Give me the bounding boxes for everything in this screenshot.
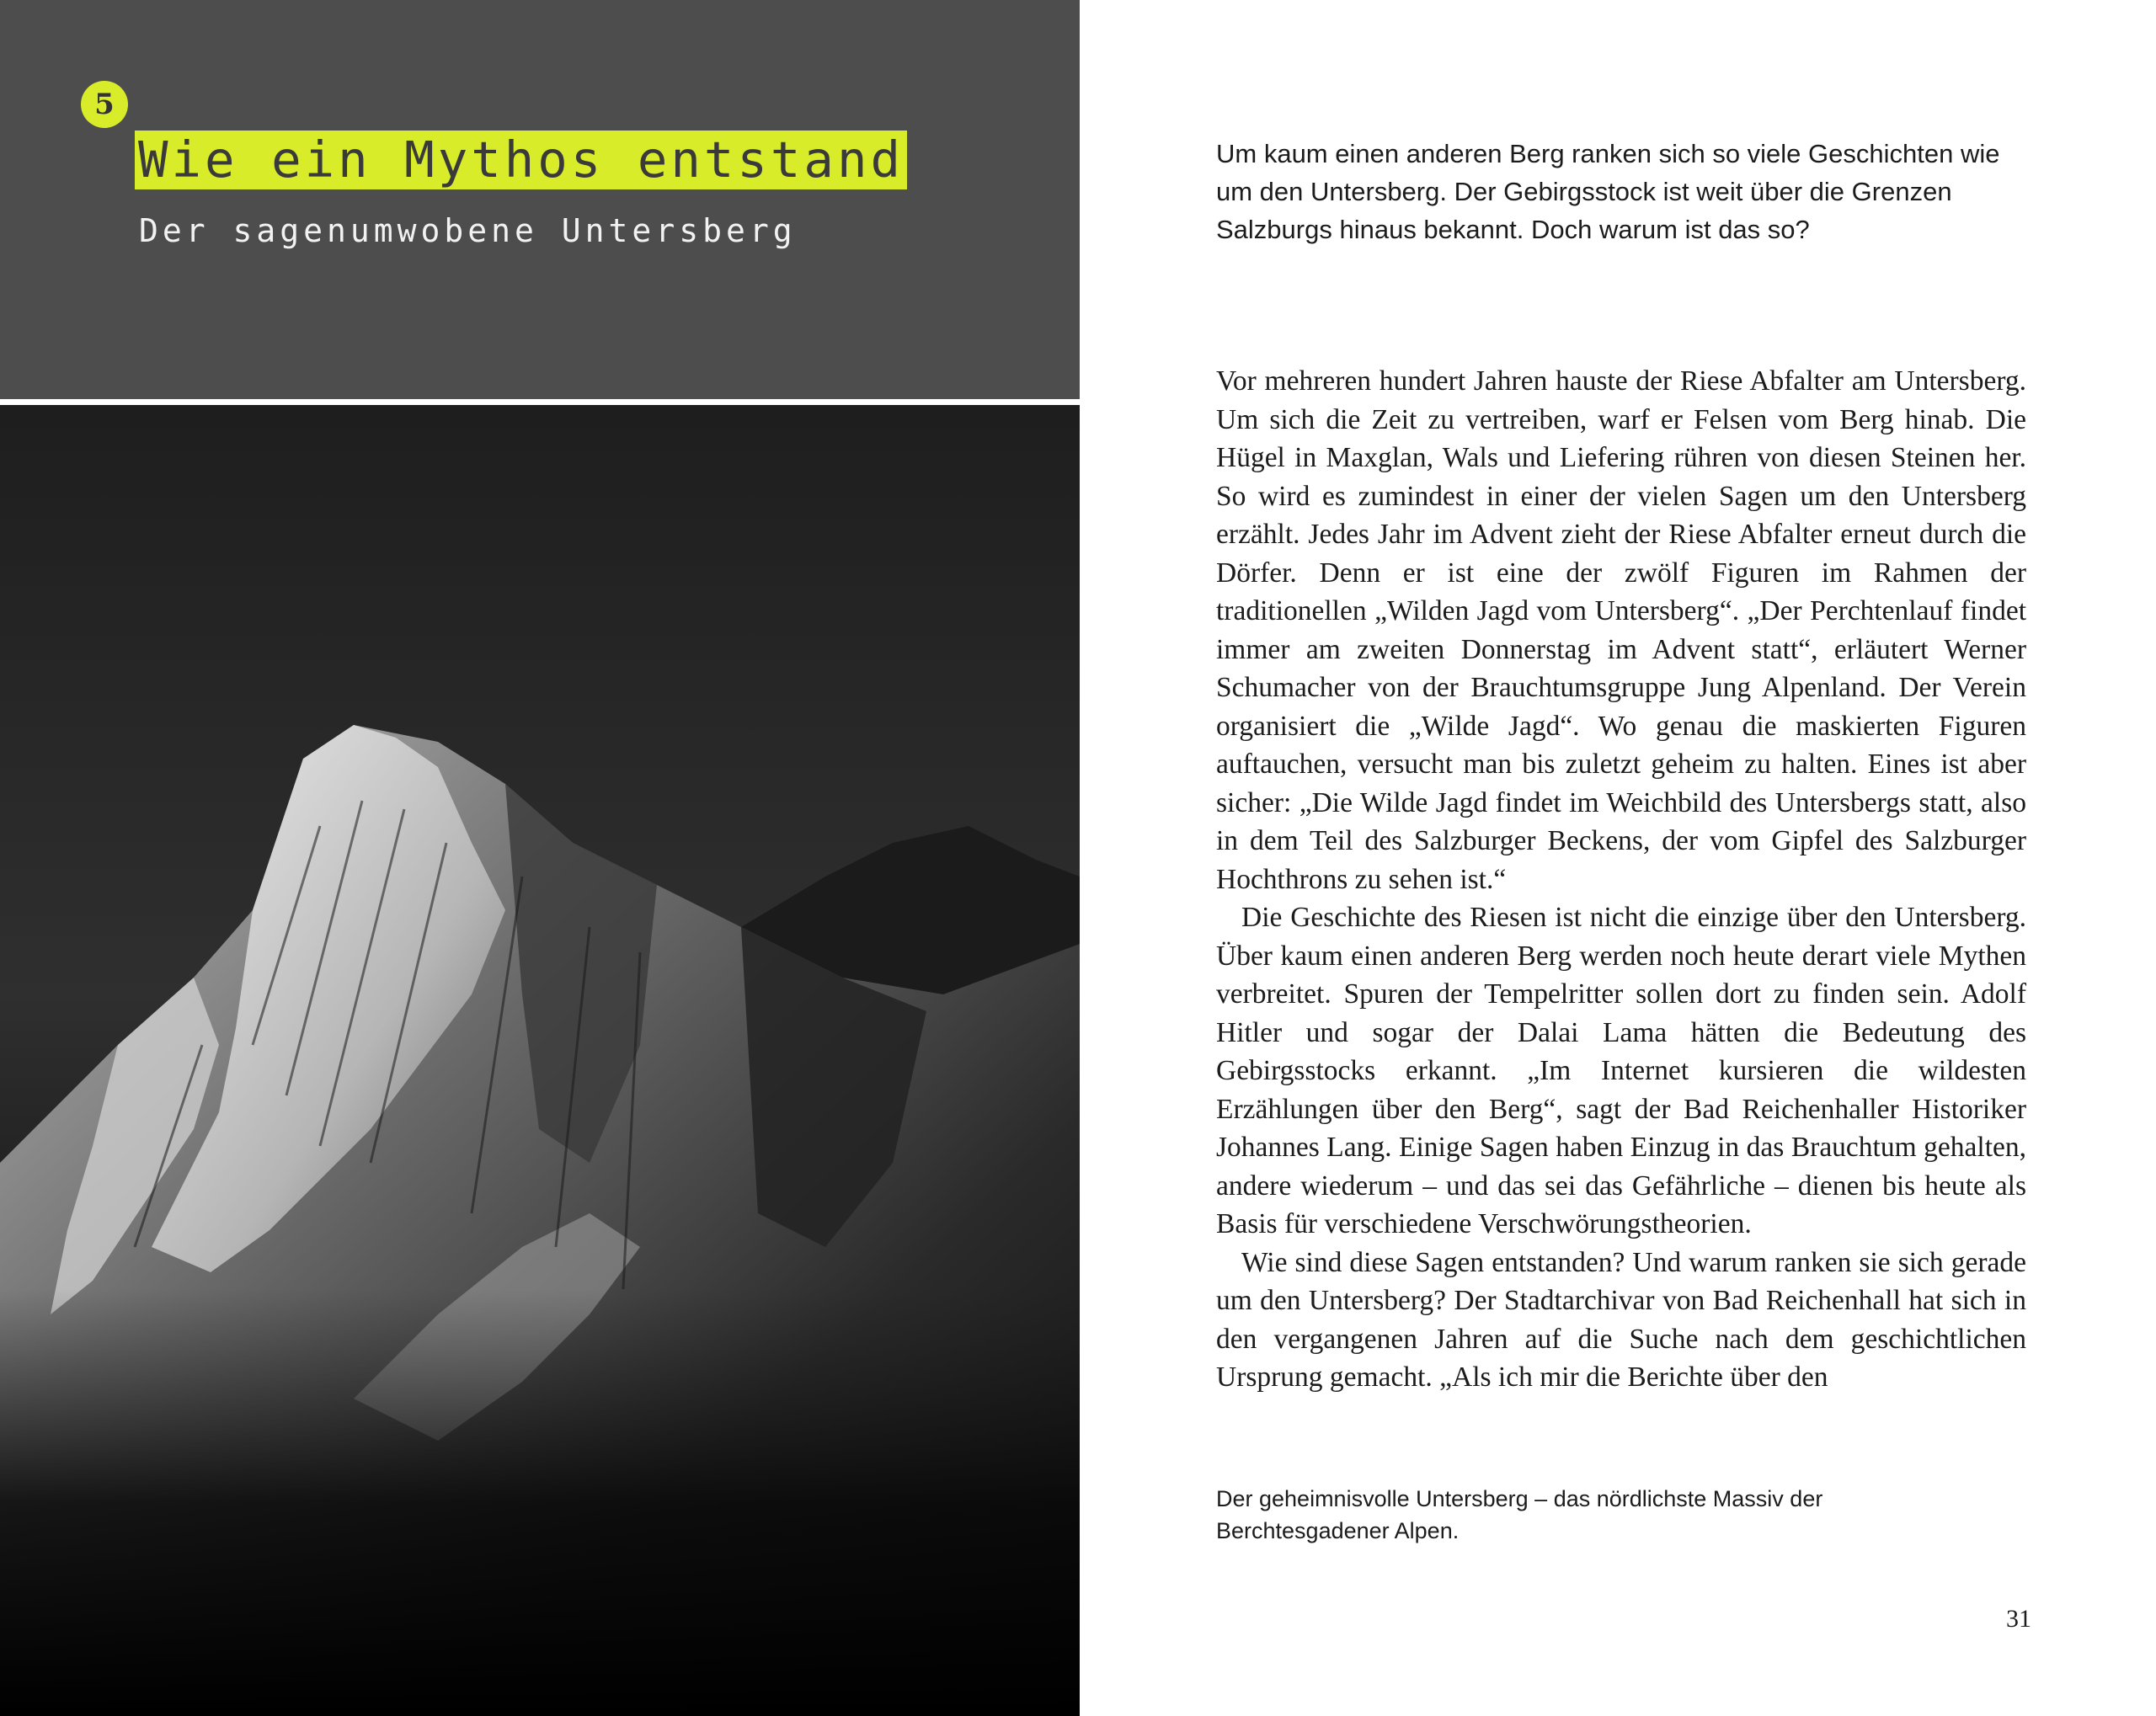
intro-paragraph: Um kaum einen anderen Berg ranken sich so viele Geschichten wie um den Untersberg. Der Gebirgsstock ist weit über die Grenzen Salzburgs hinaus bekannt. Doch warum ist das so? bbox=[1216, 139, 2000, 244]
chapter-header bbox=[0, 0, 1080, 399]
chapter-number-badge: 5 bbox=[81, 81, 128, 128]
chapter-title: Wie ein Mythos entstand bbox=[135, 131, 907, 189]
page-number: 31 bbox=[2006, 1605, 2031, 1633]
mountain-photo bbox=[0, 405, 1080, 1716]
article-body bbox=[1216, 362, 2026, 1397]
body-paragraph: Vor mehreren hundert Jahren hauste der Riese Abfalter am Untersberg. Um sich die Zeit zu vertreiben, warf er Felsen vom Berg hinab. Die Hügel in Maxglan, Wals und Liefering rühren von diesen Steinen her. So wird es zumindest in einer der vielen Sagen um den Untersberg erzählt. Jedes Jahr im Advent zieht der Riese Abfalter erneut durch die Dörfer. Denn er ist eine der zwölf Figuren im Rahmen der traditionellen „Wilden Jagd vom Untersberg“. „Der Perchtenlauf findet immer am zweiten Donnerstag im Advent statt“, erläutert Werner Schumacher von der Brauchtumsgruppe Jung Alpenland. Der Verein organisiert die „Wilde Jagd“. Wo genau die maskierten Figuren auftauchen, versucht man bis zuletzt geheim zu halten. Eines ist aber sicher: „Die Wilde Jagd findet im Weichbild des Untersbergs statt, also in dem Teil des Salzburger Beckens, der vom Gipfel des Salzburger Hochthrons zu sehen ist.“ bbox=[1216, 365, 2026, 895]
chapter-subtitle: Der sagenumwobene Untersberg bbox=[139, 212, 797, 249]
body-paragraph: Wie sind diese Sagen entstanden? Und warum ranken sie sich gerade um den Untersberg? Der Stadtarchivar von Bad Reichenhall hat sich in den vergangenen Jahren auf die Suche nach dem geschichtlichen Ursprung gemacht. „Als ich mir die Berichte über den bbox=[1216, 1246, 2026, 1393]
right-page bbox=[1080, 0, 2156, 1716]
photo-caption: Der geheimnisvolle Untersberg – das nördlichste Massiv der Berchtesgadener Alpen. bbox=[1216, 1486, 1823, 1543]
body-paragraph: Die Geschichte des Riesen ist nicht die einzige über den Untersberg. Über kaum einen anderen Berg werden noch heute derart viele Mythen verbreitet. Spuren der Tempelritter sollen dort zu finden sein. Adolf Hitler und sogar der Dalai Lama hätten die Bedeutung des Gebirgsstocks erkannt. „Im Internet kursieren die wildesten Erzählungen über den Berg“, sagt der Bad Reichenhaller Historiker Johannes Lang. Einige Sagen haben Einzug in das Brauchtum gehalten, andere wiederum – und das sei das Gefährliche – dienen bis heute als Basis für verschiedene Verschwörungstheorien. bbox=[1216, 902, 2026, 1239]
